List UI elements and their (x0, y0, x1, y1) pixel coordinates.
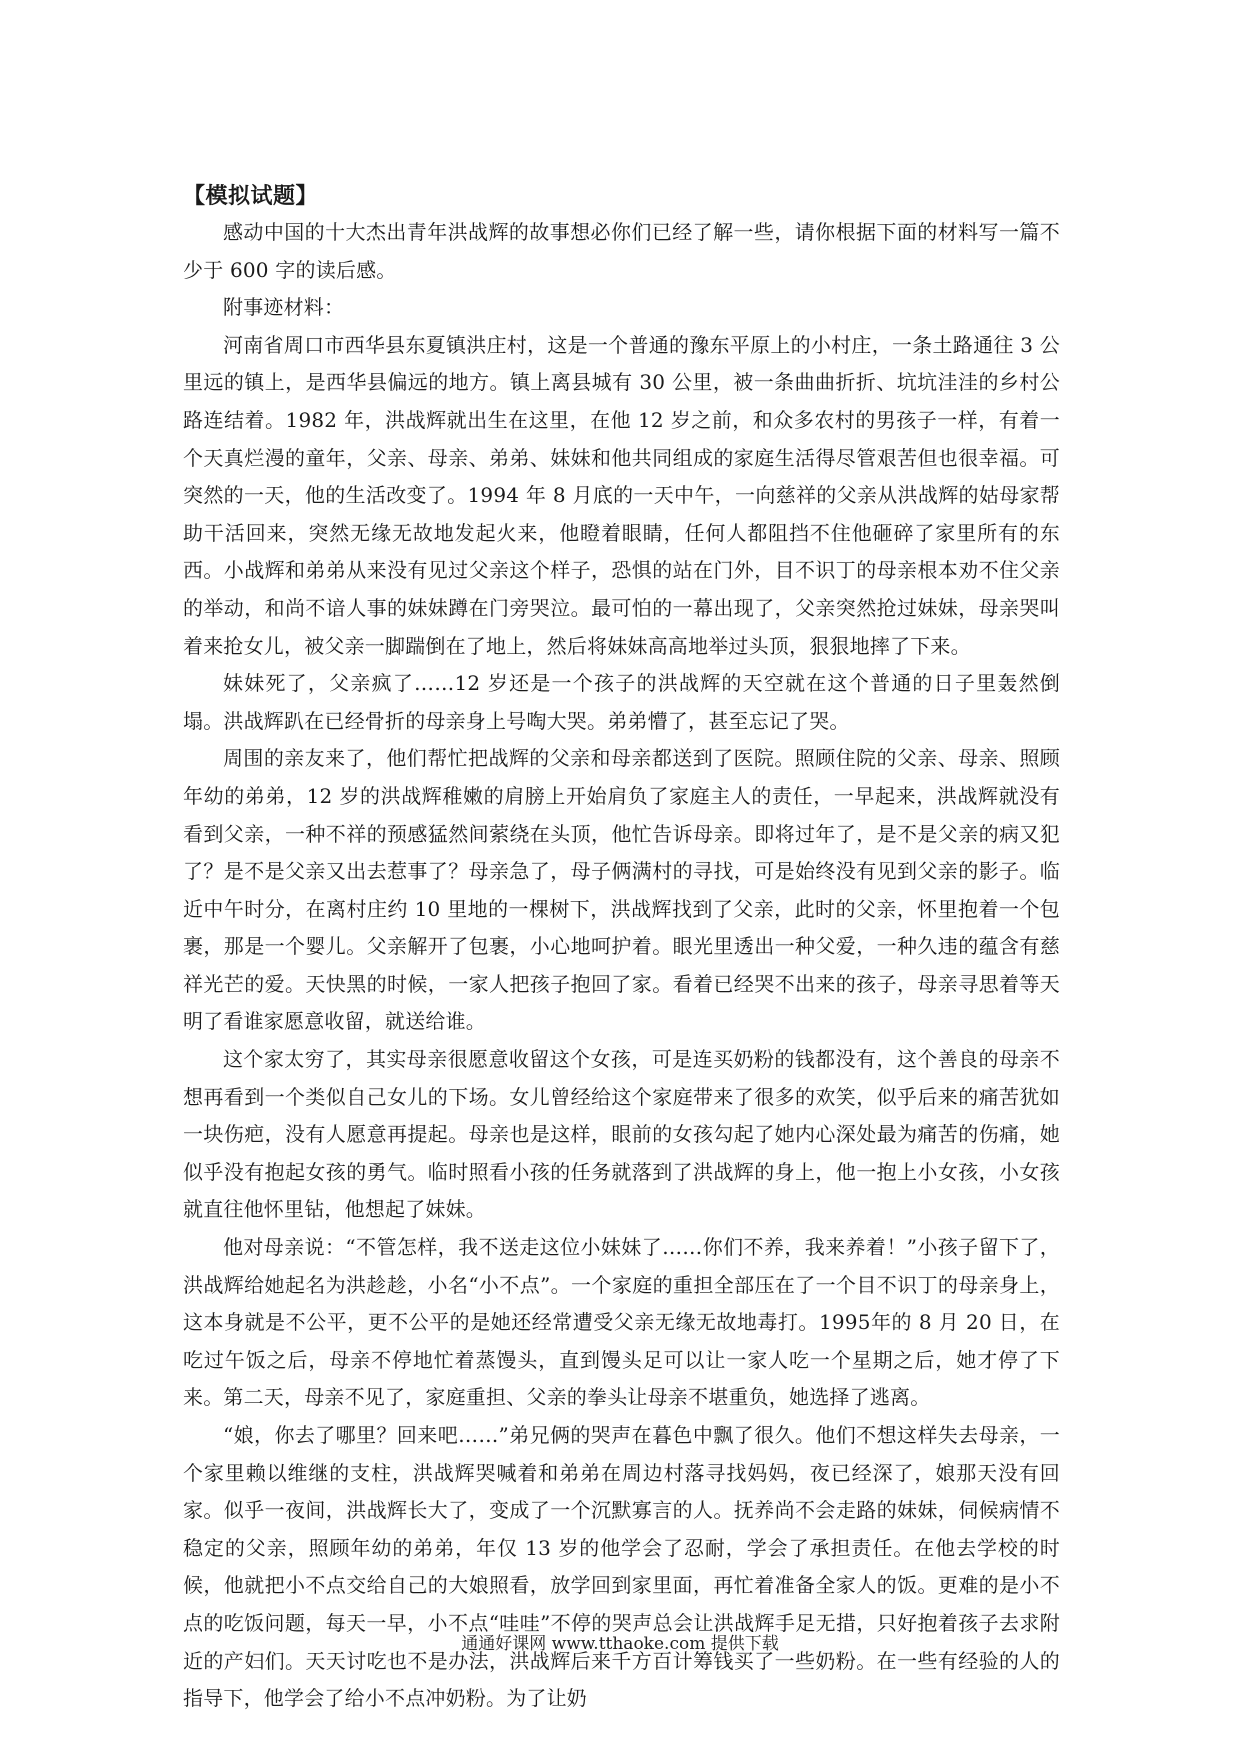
paragraph-appendix-label: 附事迹材料： (223, 295, 345, 320)
paragraph-4: 这个家太穷了，其实母亲很愿意收留这个女孩，可是连买奶粉的钱都没有，这个善良的母亲不想再看到一个类似自己女儿的下场。女儿曾经给这个家庭带来了很多的欢笑，似乎后来的痛苦犹如一块伤疤，没有人愿意再提起。母亲也是这样，眼前的女孩勾起了她内心深处最为痛苦的伤痛，她似乎没有抱起女孩的勇气。临时照看小孩的任务就落到了洪战辉的身上，他一抱上小女孩，小女孩就直往他怀里钻，他想起了妹妹。 (183, 1047, 1060, 1222)
paragraph-1: 河南省周口市西华县东夏镇洪庄村，这是一个普通的豫东平原上的小村庄，一条土路通往 3 公里远的镇上，是西华县偏远的地方。镇上离县城有 30 公里，被一条曲曲折折、坑坑洼洼的乡村公路连结着。1982 年，洪战辉就出生在这里，在他 12 岁之前，和众多农村的男孩子一样，有着一个天真烂漫的童年，父亲、母亲、弟弟、妹妹和他共同组成的家庭生活得尽管艰苦但也很幸福。可突然的一天，他的生活改变了。1994 年 8 月底的一天中午，一向慈祥的父亲从洪战辉的姑母家帮助干活回来，突然无缘无故地发起火来，他瞪着眼睛，任何人都阻挡不住他砸碎了家里所有的东西。小战辉和弟弟从来没有见过父亲这个样子，恐惧的站在门外，目不识丁的母亲根本劝不住父亲的举动，和尚不谙人事的妹妹蹲在门旁哭泣。最可怕的一幕出现了，父亲突然抢过妹妹，母亲哭叫着来抢女儿，被父亲一脚踹倒在了地上，然后将妹妹高高地举过头顶，狠狠地摔了下来。 (183, 332, 1060, 658)
paragraph-prompt: 感动中国的十大杰出青年洪战辉的故事想必你们已经了解一些，请你根据下面的材料写一篇不少于 600 字的读后感。 (183, 220, 1060, 282)
paragraph-3: 周围的亲友来了，他们帮忙把战辉的父亲和母亲都送到了医院。照顾住院的父亲、母亲、照顾年幼的弟弟，12 岁的洪战辉稚嫩的肩膀上开始肩负了家庭主人的责任，一早起来，洪战辉就没有看到父亲，一种不祥的预感猛然间萦绕在头顶，他忙告诉母亲。即将过年了，是不是父亲的病又犯了？是不是父亲又出去惹事了？母亲急了，母子俩满村的寻找，可是始终没有见到父亲的影子。临近中午时分，在离村庄约 10 里地的一棵树下，洪战辉找到了父亲，此时的父亲，怀里抱着一个包裹，那是一个婴儿。父亲解开了包裹，小心地呵护着。眼光里透出一种父爱，一种久违的蕴含有慈祥光芒的爱。天快黑的时候，一家人把孩子抱回了家。看着已经哭不出来的孩子，母亲寻思着等天明了看谁家愿意收留，就送给谁。 (183, 746, 1060, 1034)
section-heading: 【模拟试题】 (183, 184, 319, 209)
paragraph-2: 妹妹死了，父亲疯了……12 岁还是一个孩子的洪战辉的天空就在这个普通的日子里轰然倒塌。洪战辉趴在已经骨折的母亲身上号啕大哭。弟弟懵了，甚至忘记了哭。 (183, 671, 1060, 733)
document-body (183, 180, 1060, 1718)
paragraph-5: 他对母亲说：“不管怎样，我不送走这位小妹妹了……你们不养，我来养着！”小孩子留下了，洪战辉给她起名为洪趁趁，小名“小不点”。一个家庭的重担全部压在了一个目不识丁的母亲身上，这本身就是不公平，更不公平的是她还经常遭受父亲无缘无故地毒打。1995年的 8 月 20 日，在吃过午饭之后，母亲不停地忙着蒸馒头，直到馒头足可以让一家人吃一个星期之后，她才停了下来。第二天，母亲不见了，家庭重担、父亲的拳头让母亲不堪重负，她选择了逃离。 (183, 1235, 1060, 1410)
page-footer: 通通好课网 www.tthaoke.com 提供下载 (461, 1634, 779, 1654)
paragraph-6: “娘，你去了哪里？回来吧……”弟兄俩的哭声在暮色中飘了很久。他们不想这样失去母亲，一个家里赖以维继的支柱，洪战辉哭喊着和弟弟在周边村落寻找妈妈，夜已经深了，娘那天没有回家。似乎一夜间，洪战辉长大了，变成了一个沉默寡言的人。抚养尚不会走路的妹妹，伺候病情不稳定的父亲，照顾年幼的弟弟，年仅 13 岁的他学会了忍耐，学会了承担责任。在他去学校的时候，他就把小不点交给自己的大娘照看，放学回到家里面，再忙着准备全家人的饭。更难的是小不点的吃饭问题，每天一早，小不点“哇哇”不停的哭声总会让洪战辉手足无措，只好抱着孩子去求附近的产妇们。天天讨吃也不是办法，洪战辉后来千方百计筹钱买了一些奶粉。在一些有经验的人的指导下，他学会了给小不点冲奶粉。为了让奶 (183, 1423, 1060, 1711)
